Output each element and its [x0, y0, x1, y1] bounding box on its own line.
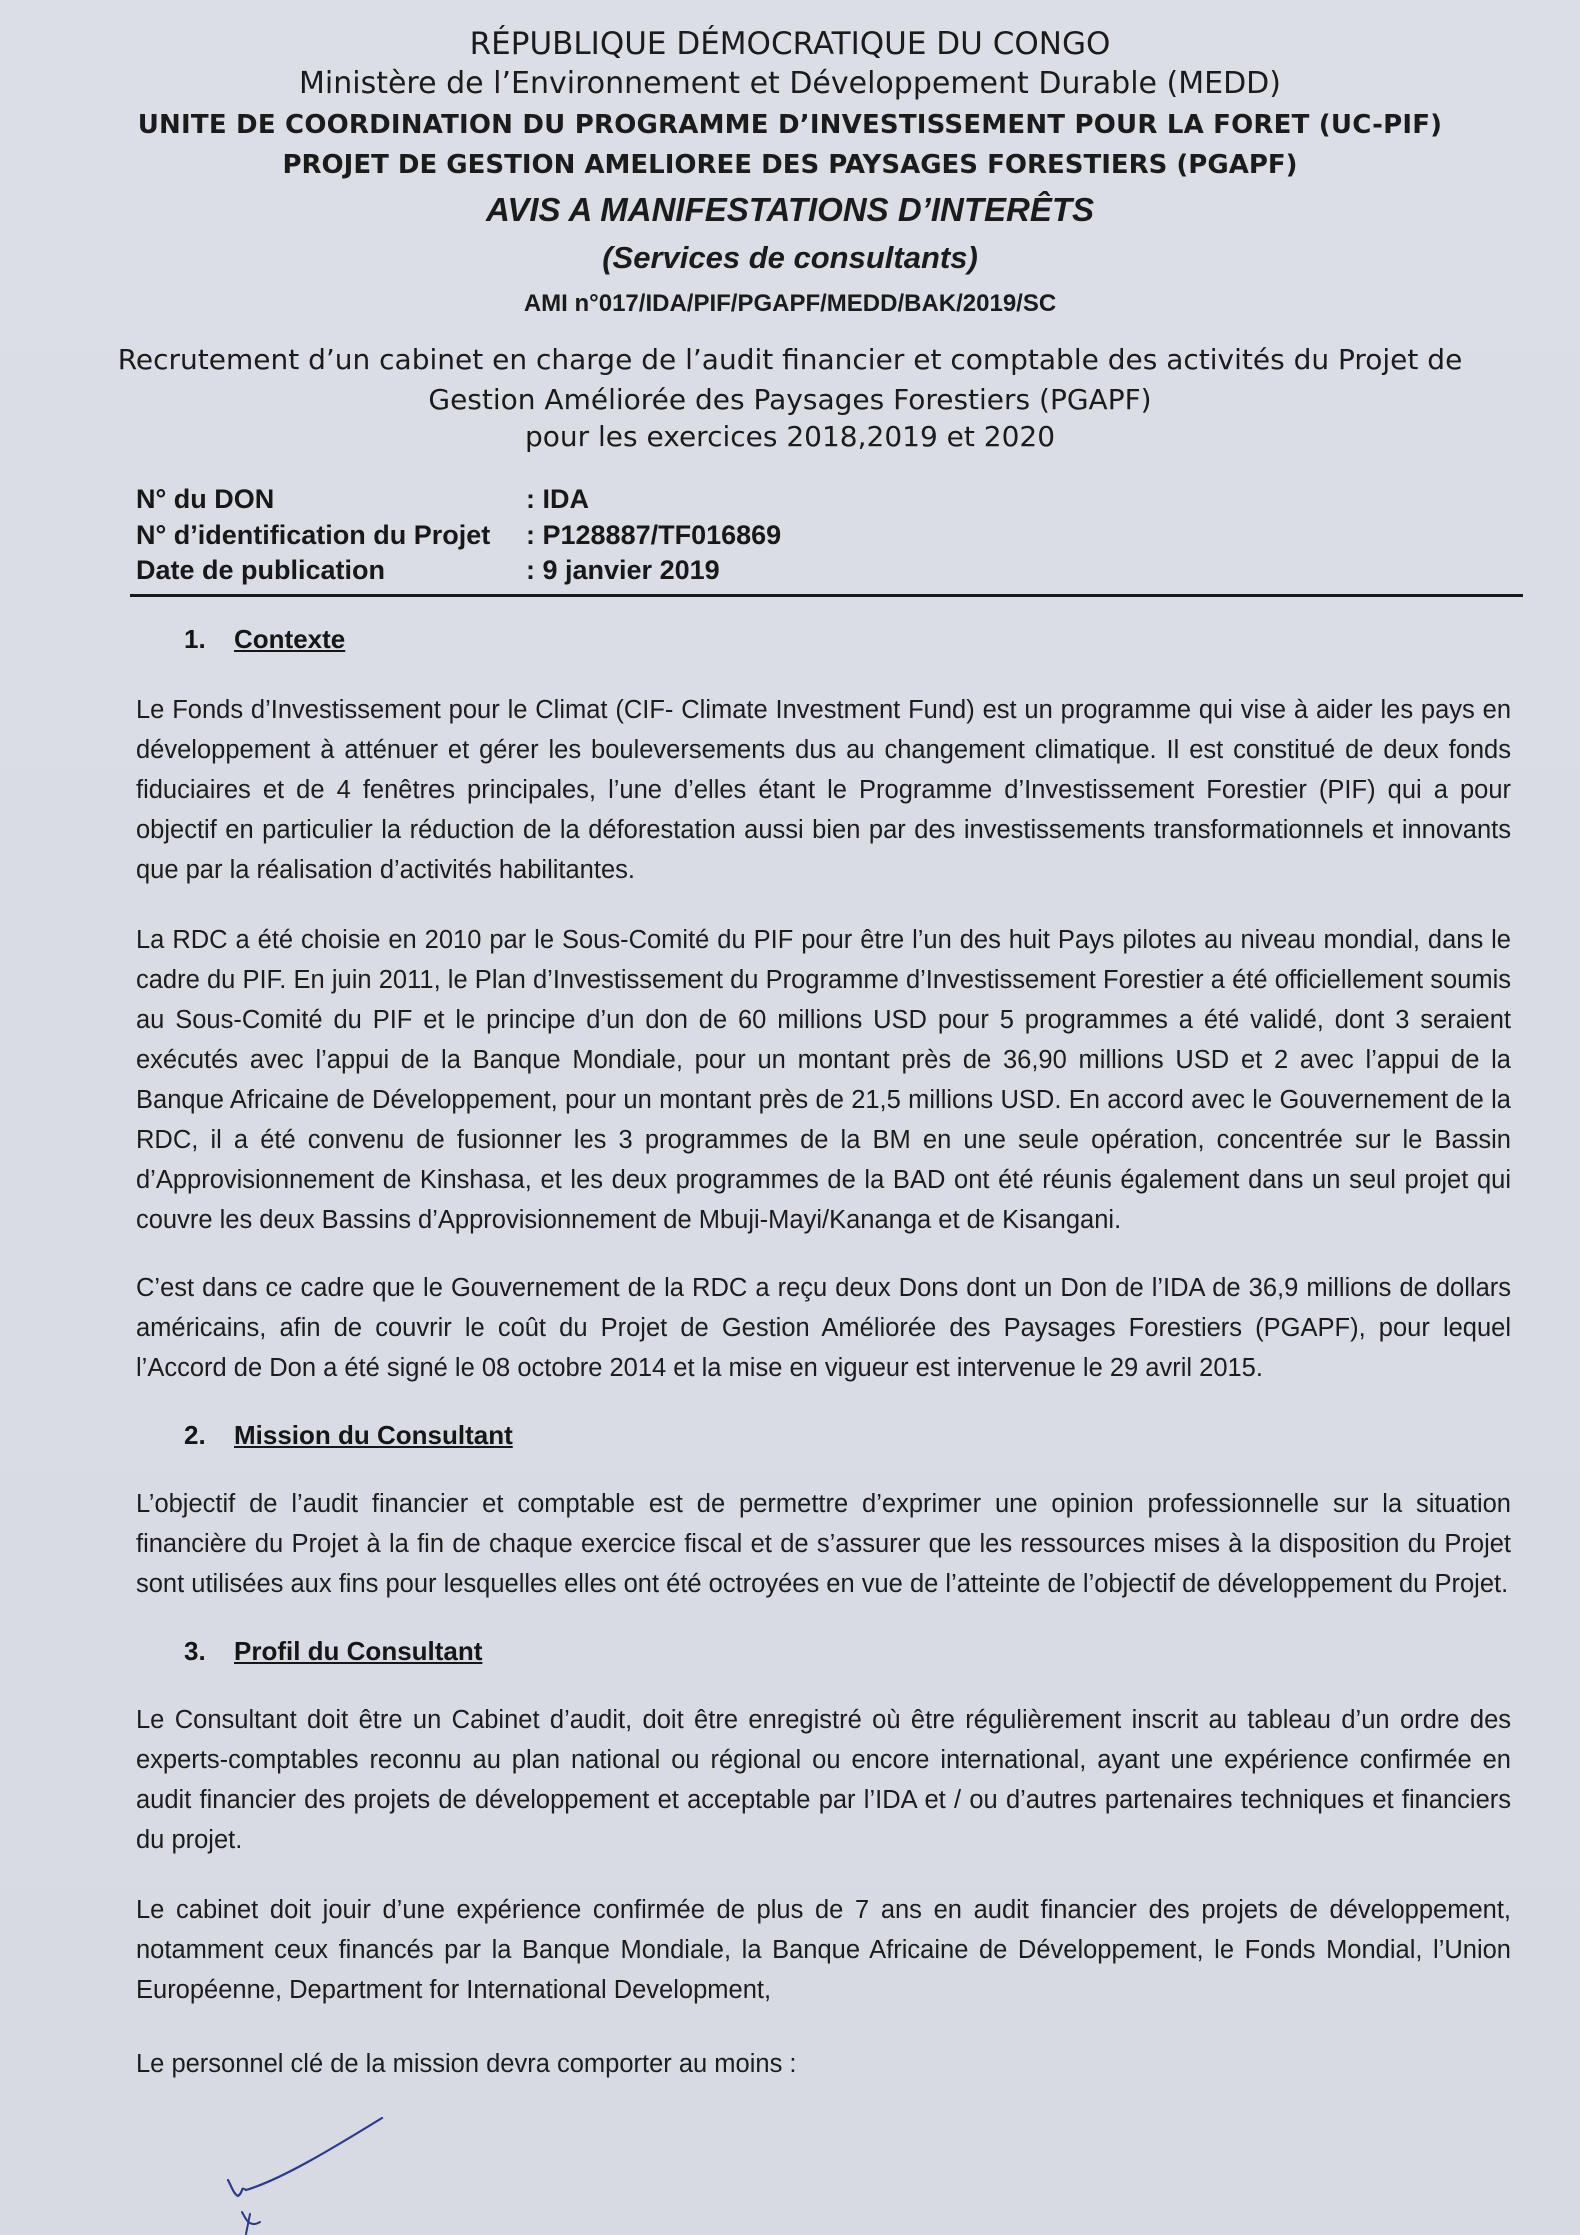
paragraph-profile-1: Le Consultant doit être un Cabinet d’audit, doit être enregistré où être régulièrement inscrit au tableau d’un ordre des experts-comptables reconnu au plan national ou régional ou encore international, ayant une expérience confirmée en audit financier des projets de développement et acceptable par l’IDA et / ou d’autres partenaires techniques et financiers du projet.: [136, 1706, 1511, 1854]
section-number: 3.: [184, 1636, 206, 1666]
recruitment-title-line-3: pour les exercices 2018,2019 et 2020: [524, 420, 1056, 453]
reference-row-date: [136, 555, 720, 586]
paragraph-profile-3: Le personnel clé de la mission devra comporter au moins :: [136, 2050, 797, 2078]
reference-row-don: [136, 484, 589, 515]
project-heading: PROJET DE GESTION AMELIOREE DES PAYSAGES FORESTIERS (PGAPF): [282, 150, 1298, 180]
paragraph-profile-2: Le cabinet doit jouir d’une expérience confirmée de plus de 7 ans en audit financier des projets de développement, notamment ceux financés par la Banque Mondiale, la Banque Africaine de Développement, le Fonds Mondial, l’Union Européenne, Department for International Development,: [136, 1896, 1511, 2004]
section-title: Mission du Consultant: [234, 1420, 513, 1450]
project-id-value: : P128887/TF016869: [526, 520, 782, 550]
section-title: Profil du Consultant: [234, 1636, 483, 1666]
don-label: N° du DON: [136, 484, 275, 514]
paragraph-context-3: C’est dans ce cadre que le Gouvernement de la RDC a reçu deux Dons dont un Don de l’IDA de 36,9 millions de dollars américains, afin de couvrir le coût du Projet de Gestion Améliorée des Paysages Forestiers (PGAPF), pour lequel l’Accord de Don a été signé le 08 octobre 2014 et la mise en vigueur est intervenue le 29 avril 2015.: [136, 1274, 1511, 1382]
ministry-heading: Ministère de l’Environnement et Développement Durable (MEDD): [299, 66, 1281, 101]
country-heading: RÉPUBLIQUE DÉMOCRATIQUE DU CONGO: [469, 26, 1111, 62]
unit-heading: UNITE DE COORDINATION DU PROGRAMME D’INVESTISSEMENT POUR LA FORET (UC-PIF): [137, 110, 1443, 140]
recruitment-title-line-2: Gestion Améliorée des Paysages Forestiers (PGAPF): [428, 383, 1152, 416]
notice-reference: AMI n°017/IDA/PIF/PGAPF/MEDD/BAK/2019/SC: [523, 290, 1057, 317]
date-label: Date de publication: [136, 555, 386, 585]
header-divider: [130, 594, 1523, 597]
date-value: : 9 janvier 2019: [526, 555, 720, 585]
recruitment-title-line-1: Recrutement d’un cabinet en charge de l’audit financier et comptable des activités du Projet de: [117, 343, 1463, 376]
section-number: 1.: [184, 624, 206, 654]
signature-initials: [220, 2110, 400, 2235]
section-heading-mission: [184, 1420, 513, 1451]
notice-title: AVIS A MANIFESTATIONS D’INTERÊTS: [485, 191, 1095, 228]
don-value: : IDA: [526, 484, 589, 514]
section-title: Contexte: [234, 624, 346, 654]
section-heading-contexte: [184, 624, 345, 655]
section-heading-profil: [184, 1636, 482, 1667]
notice-subtitle: (Services de consultants): [602, 240, 978, 275]
paragraph-context-1: Le Fonds d’Investissement pour le Climat (CIF- Climate Investment Fund) est un programme qui vise à aider les pays en développement à atténuer et gérer les bouleversements dus au changement climatique. Il est constitué de deux fonds fiduciaires et de 4 fenêtres principales, l’une d’elles étant le Programme d’Investissement Forestier (PIF) qui a pour objectif en particulier la réduction de la déforestation aussi bien par des investissements transformationnels et innovants que par la réalisation d’activités habilitantes.: [136, 696, 1511, 884]
section-number: 2.: [184, 1420, 206, 1450]
reference-row-project-id: [136, 520, 782, 551]
project-id-label: N° d’identification du Projet: [136, 520, 491, 550]
paragraph-context-2: La RDC a été choisie en 2010 par le Sous-Comité du PIF pour être l’un des huit Pays pilotes au niveau mondial, dans le cadre du PIF. En juin 2011, le Plan d’Investissement du Programme d’Investissement Forestier a été officiellement soumis au Sous-Comité du PIF et le principe d’un don de 60 millions USD pour 5 programmes a été validé, dont 3 seraient exécutés avec l’appui de la Banque Mondiale, pour un montant près de 36,90 millions USD et 2 avec l’appui de la Banque Africaine de Développement, pour un montant près de 21,5 millions USD. En accord avec le Gouvernement de la RDC, il a été convenu de fusionner les 3 programmes de la BM en une seule opération, concentrée sur le Bassin d’Approvisionnement de Kinshasa, et les deux programmes de la BAD ont été réunis également dans un seul projet qui couvre les deux Bassins d’Approvisionnement de Mbuji-Mayi/Kananga et de Kisangani.: [136, 926, 1511, 1234]
paragraph-mission: L’objectif de l’audit financier et comptable est de permettre d’exprimer une opinion professionnelle sur la situation financière du Projet à la fin de chaque exercice fiscal et de s’assurer que les ressources mises à la disposition du Projet sont utilisées aux fins pour lesquelles elles ont été octroyées en vue de l’atteinte de l’objectif de développement du Projet.: [136, 1490, 1511, 1598]
